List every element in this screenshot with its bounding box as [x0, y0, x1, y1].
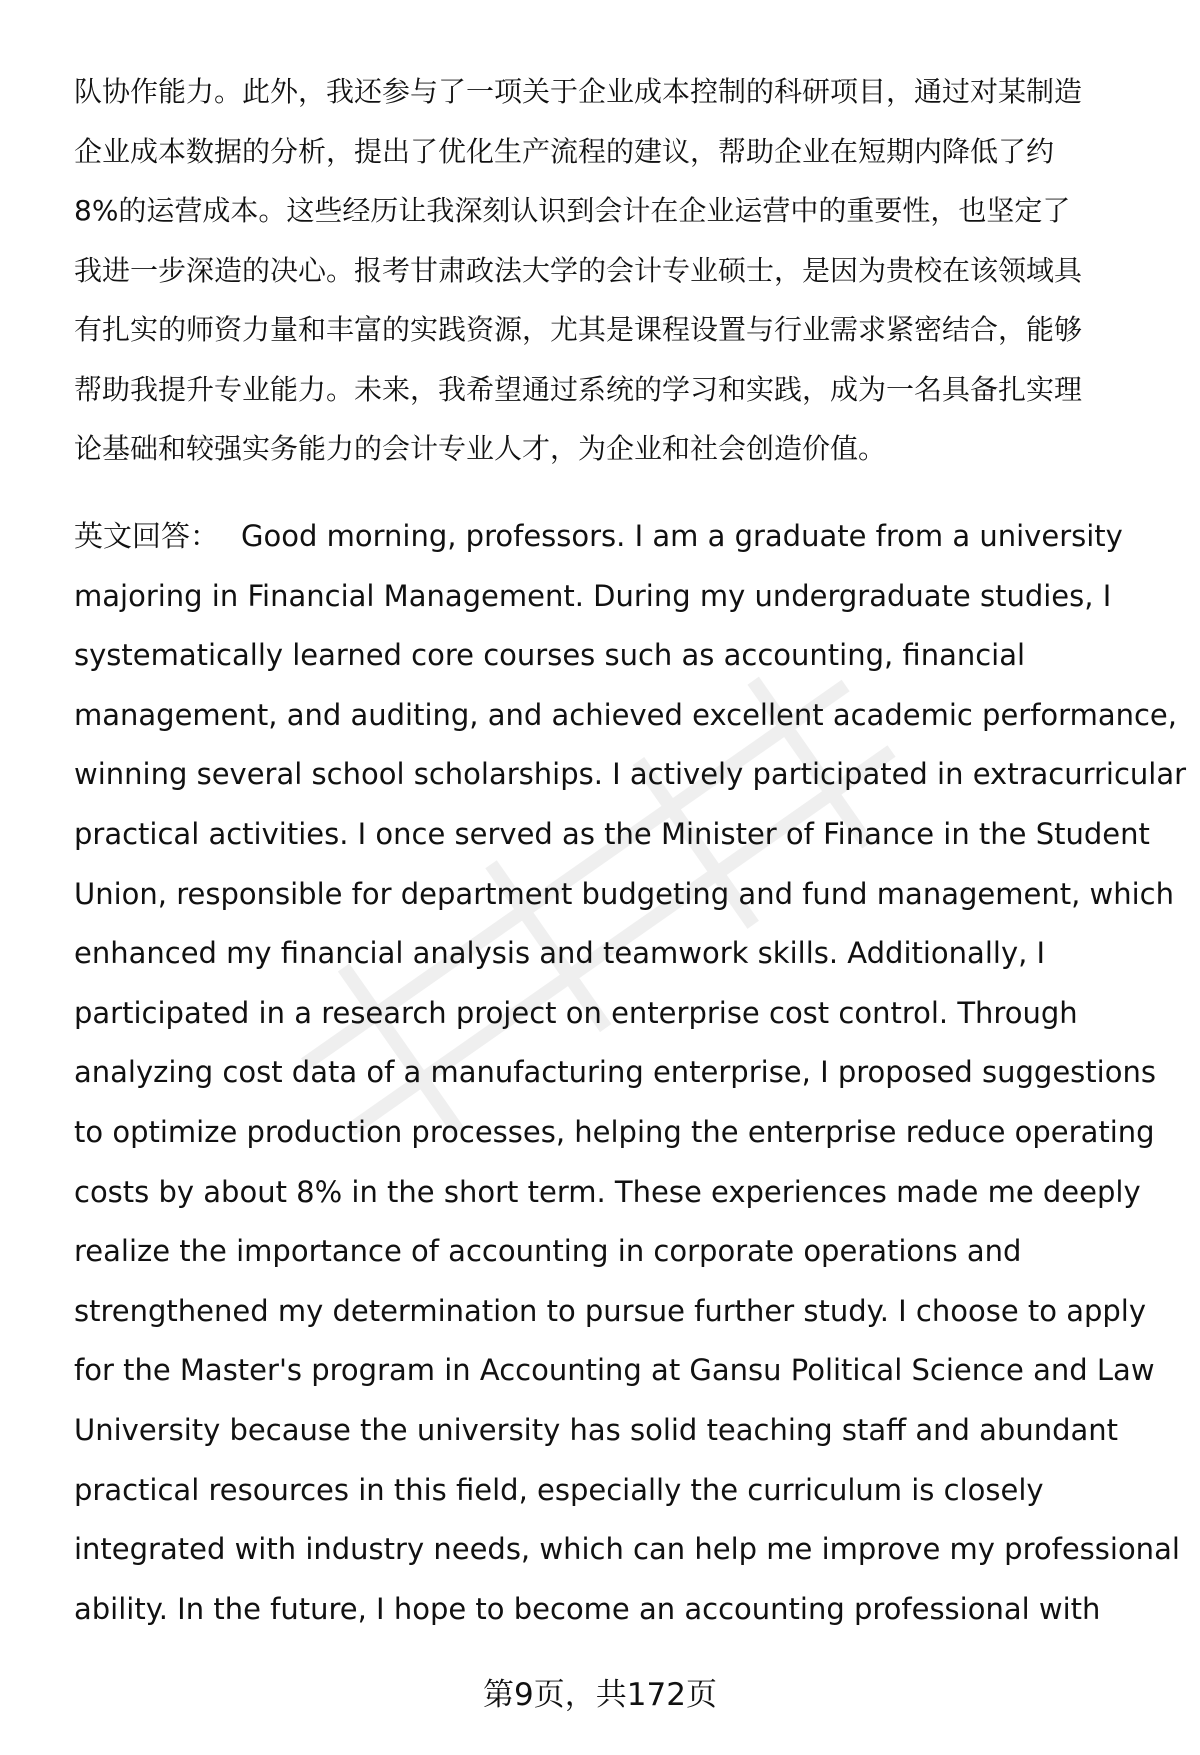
chinese-text-line: 8%的运营成本。这些经历让我深刻认识到会计在企业运营中的重要性，也坚定了 [74, 194, 1071, 227]
chinese-text-line: 帮助我提升专业能力。未来，我希望通过系统的学习和实践，成为一名具备扎实理 [74, 372, 1083, 406]
chinese-answer-paragraph [74, 62, 1154, 479]
english-text-line: analyzing cost data of a manufacturing enterprise, I proposed suggestions [74, 1055, 1156, 1090]
english-line-text: Good morning, professors. I am a graduate from a university [241, 519, 1123, 553]
english-text-line: majoring in Financial Management. During my undergraduate studies, I [74, 578, 1112, 613]
english-answer-paragraph [74, 507, 1187, 1639]
english-text-line: for the Master's program in Accounting at Gansu Political Science and Law [74, 1353, 1155, 1388]
english-text-line: systematically learned core courses such as accounting, financial [74, 638, 1026, 673]
chinese-text-line: 队协作能力。此外，我还参与了一项关于企业成本控制的科研项目，通过对某制造 [74, 75, 1083, 108]
english-text-line: realize the importance of accounting in corporate operations and [74, 1234, 1022, 1269]
chinese-text-line: 企业成本数据的分析，提出了优化生产流程的建议，帮助企业在短期内降低了约 [74, 134, 1055, 168]
english-text-line: practical activities. I once served as the Minister of Finance in the Student [74, 816, 1150, 851]
english-text-line: management, and auditing, and achieved excellent academic performance, [74, 697, 1177, 732]
english-text-line: ability. In the future, I hope to become an accounting professional with [74, 1591, 1101, 1626]
english-text-line: strengthened my determination to pursue further study. I choose to apply [74, 1293, 1147, 1328]
english-text-line: Union, responsible for department budgeting and fund management, which [74, 876, 1174, 911]
english-text-line: University because the university has solid teaching staff and abundant [74, 1412, 1119, 1447]
english-text-line: integrated with industry needs, which can help me improve my professional [74, 1532, 1180, 1567]
english-text-line [74, 507, 1164, 567]
page-number-footer: 第9页，共172页 [483, 1677, 717, 1713]
chinese-text-line: 论基础和较强实务能力的会计专业人才，为企业和社会创造价值。 [74, 432, 887, 465]
english-text-line: enhanced my financial analysis and teamwork skills. Additionally, I [74, 936, 1046, 971]
english-text-line: to optimize production processes, helping the enterprise reduce operating [74, 1114, 1155, 1149]
english-answer-label: 英文回答： [74, 519, 220, 553]
english-text-line: participated in a research project on enterprise cost control. Through [74, 995, 1078, 1030]
chinese-text-line: 我进一步深造的决心。报考甘肃政法大学的会计专业硕士，是因为贵校在该领域具 [74, 253, 1083, 287]
english-text-line: winning several school scholarships. I actively participated in extracurricular [74, 757, 1187, 792]
chinese-text-line: 有扎实的师资力量和丰富的实践资源，尤其是课程设置与行业需求紧密结合，能够 [74, 313, 1083, 346]
english-text-line: costs by about 8% in the short term. These experiences made me deeply [74, 1174, 1141, 1209]
english-text-line: practical resources in this field, especially the curriculum is closely [74, 1472, 1044, 1507]
